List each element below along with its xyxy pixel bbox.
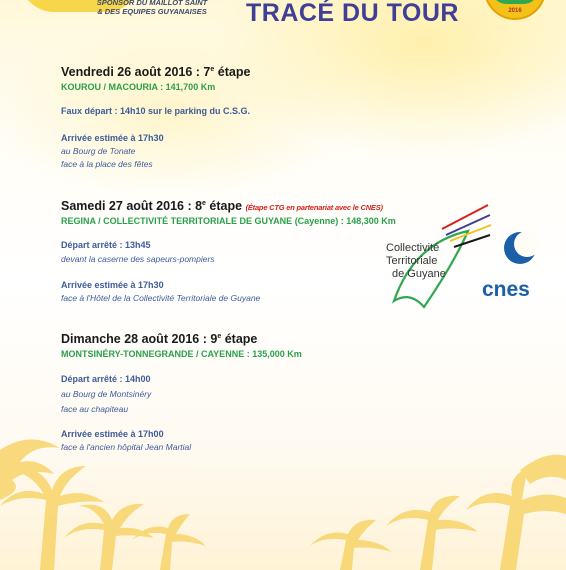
stage-9-departure-line-2: face au chapiteau (61, 404, 129, 414)
stage-7-route: KOUROU / MACOURIA : 141,700 Km (61, 82, 216, 92)
stage-7-heading: Vendredi 26 août 2016 : 7e étape (61, 65, 251, 79)
ctg-logo (384, 203, 494, 309)
stage-8-heading: Samedi 27 août 2016 : 8e étape (Étape CTG en partenariat avec le CNES) (61, 199, 383, 213)
stage-9-arrival-label: Arrivée estimée à 17h00 (61, 429, 164, 439)
palm-trees-decoration (0, 410, 566, 570)
badge-year: 2016 (508, 8, 522, 14)
stage-7-false-start: Faux départ : 14h10 sur le parking du C.S.G. (61, 106, 251, 116)
cnes-logo (480, 222, 554, 302)
cnes-text: cnes (482, 278, 530, 301)
stage-7-arrival-label: Arrivée estimée à 17h30 (61, 133, 164, 143)
stage-8-arrival-label: Arrivée estimée à 17h30 (61, 280, 164, 290)
stage-8-departure-label: Départ arrêté : 13h45 (61, 240, 151, 250)
stage-9-departure-label: Départ arrêté : 14h00 (61, 374, 151, 384)
ctg-line-2: Territoriale (386, 255, 438, 267)
stage-9-route: MONTSINÉRY-TONNEGRANDE / CAYENNE : 135,000 Km (61, 349, 302, 359)
stage-7-arrival-line-1: au Bourg de Tonate (61, 146, 136, 156)
sponsor-line-1: SPONSOR DU MAILLOT SAINT (96, 0, 208, 7)
stage-9-departure-line-1: au Bourg de Montsinéry (61, 389, 152, 399)
ctg-line-1: Collectivité (386, 242, 440, 254)
tour-badge-logo (484, 0, 546, 20)
page-title: TRACÉ DU TOUR (246, 0, 459, 27)
stage-8-note: (Étape CTG en partenariat avec le CNES) (245, 203, 383, 212)
stage-8-route: REGINA / COLLECTIVITÉ TERRITORIALE DE GUYANE (Cayenne) : 148,300 Km (61, 216, 396, 226)
stage-7-arrival-line-2: face à la place des fêtes (61, 159, 153, 169)
sponsor-text (92, 0, 212, 16)
stage-8-departure-line-1: devant la caserne des sapeurs-pompiers (61, 254, 215, 264)
stage-9-arrival-line-1: face à l'ancien hôpital Jean Martial (61, 442, 192, 452)
sponsor-line-2: & DES EQUIPES GUYANAISES (97, 7, 207, 16)
stage-9-heading: Dimanche 28 août 2016 : 9e étape (61, 332, 258, 346)
ctg-line-3: de Guyane (392, 268, 446, 280)
stage-8-arrival-line-1: face à l'Hôtel de la Collectivité Territoriale de Guyane (61, 293, 261, 303)
